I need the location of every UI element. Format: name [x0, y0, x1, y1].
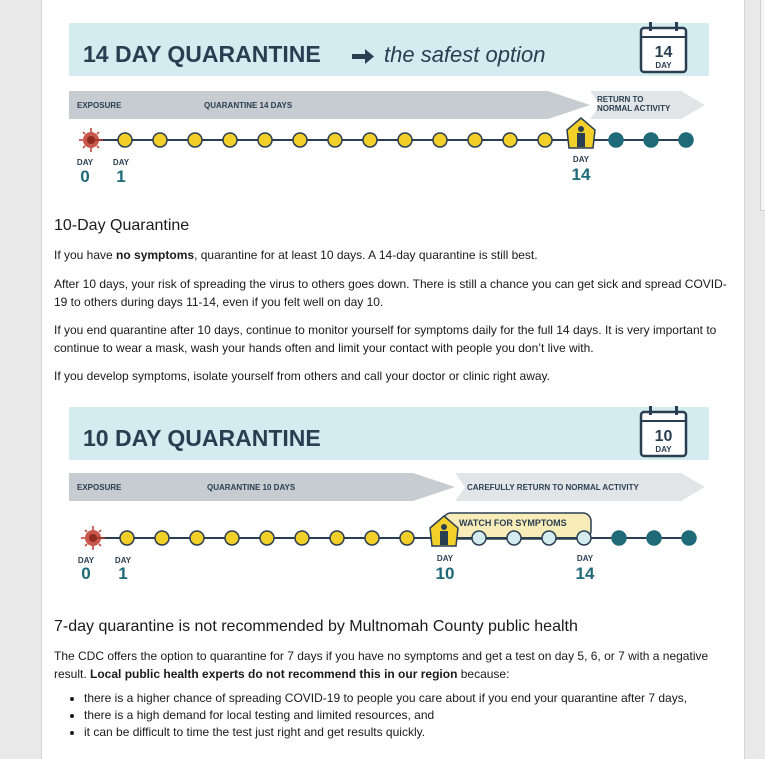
timeline-dot	[363, 133, 377, 147]
day1-word: DAY	[112, 158, 130, 167]
day1-number: 1	[118, 564, 128, 583]
day10-number: 10	[435, 564, 455, 583]
timeline-dot	[507, 531, 521, 545]
watch-symptoms-label: WATCH FOR SYMPTOMS	[459, 518, 567, 528]
return-label-line2: NORMAL ACTIVITY	[597, 104, 671, 113]
para-10-day-2: After 10 days, your risk of spreading the virus to others goes down. There is still a chance you can get sick and spread COVID-19 to others during days 11-14, even if you felt well on day 10.	[54, 277, 727, 309]
timeline-dot	[472, 531, 486, 545]
timeline-dot	[365, 531, 379, 545]
timeline-dot	[609, 133, 623, 147]
timeline-dot	[293, 133, 307, 147]
day1-number: 1	[116, 167, 126, 186]
day0-word: DAY	[76, 158, 94, 167]
quarantine-arrow	[69, 91, 590, 119]
para-text: because:	[457, 666, 510, 681]
timeline-dot	[682, 531, 696, 545]
return-label-line1: RETURN TO	[597, 95, 644, 104]
para-10-day-4: If you develop symptoms, isolate yourself from others and call your doctor or clinic right away.	[54, 369, 550, 383]
infographic-14-day-quarantine	[55, 18, 745, 188]
timeline-dot	[295, 531, 309, 545]
timeline-dot	[118, 133, 132, 147]
calendar-number: 10	[654, 428, 673, 445]
calendar-icon	[641, 22, 686, 72]
day1-word: DAY	[114, 556, 132, 565]
page-sheet	[41, 0, 745, 759]
graphic-subtitle: the safest option	[384, 42, 546, 67]
para-bold: Local public health experts do not recommend this in our region	[90, 666, 458, 681]
timeline-dot	[120, 531, 134, 545]
timeline-dot	[647, 531, 661, 545]
timeline-dot	[679, 133, 693, 147]
calendar-word: DAY	[655, 61, 672, 70]
timeline-dot	[260, 531, 274, 545]
timeline-dot	[398, 133, 412, 147]
timeline-dot	[223, 133, 237, 147]
day14-number: 14	[571, 165, 591, 184]
quarantine-label: QUARANTINE 14 DAYS	[204, 101, 293, 110]
timeline-dot	[328, 133, 342, 147]
list-item: • there is a higher chance of spreading COVID-19 to people you care about if you end your quarantine after 7 days,	[84, 690, 744, 707]
calendar-number: 14	[654, 44, 673, 61]
virus-icon	[81, 526, 105, 550]
timeline-dot	[225, 531, 239, 545]
timeline-dot	[644, 133, 658, 147]
para-10-day-3: If you end quarantine after 10 days, continue to monitor yourself for symptoms daily for the full 14 days. It is very important to continue to wear a mask, wash your hands often and limit your contact with people you don’t live with.	[54, 323, 717, 355]
timeline-dot	[612, 531, 626, 545]
day14-word: DAY	[576, 554, 594, 563]
day14-number: 14	[575, 564, 595, 583]
infographic-14-svg	[55, 18, 745, 188]
graphic-title: 10 DAY QUARANTINE	[83, 425, 321, 451]
timeline-dot	[503, 133, 517, 147]
exposure-label: EXPOSURE	[77, 483, 122, 492]
para-text: If you have	[54, 248, 117, 262]
infographic-10-day-quarantine	[55, 401, 745, 586]
return-label: CAREFULLY RETURN TO NORMAL ACTIVITY	[467, 483, 639, 492]
timeline-dot	[190, 531, 204, 545]
timeline-dot	[258, 133, 272, 147]
day0-word: DAY	[77, 556, 95, 565]
graphic-title: 14 DAY QUARANTINE	[83, 41, 321, 67]
calendar-icon	[641, 406, 686, 456]
para-text: The CDC offers the option to quarantine for 7 days if you have no symptoms and get a test on day 5, 6, or 7 with a negative result.	[54, 649, 709, 681]
day10-word: DAY	[436, 554, 454, 563]
quarantine-label: QUARANTINE 10 DAYS	[207, 483, 296, 492]
timeline-dot	[433, 133, 447, 147]
calendar-word: DAY	[655, 445, 672, 454]
day0-number: 0	[81, 564, 91, 583]
timeline-dot	[153, 133, 167, 147]
timeline-dot	[400, 531, 414, 545]
timeline-dot	[155, 531, 169, 545]
home-person-icon	[567, 118, 595, 148]
list-item: • there is a high demand for local testing and limited resources, and	[84, 707, 744, 724]
virus-icon	[79, 128, 103, 152]
exposure-label: EXPOSURE	[77, 101, 122, 110]
para-10-day-1	[54, 247, 734, 265]
timeline-dot	[538, 133, 552, 147]
day14-word: DAY	[572, 155, 590, 164]
timeline-dot	[577, 531, 591, 545]
timeline-dot	[330, 531, 344, 545]
heading-7-day: 7-day quarantine is not recommended by Multnomah County public health	[54, 618, 578, 635]
reasons-list	[54, 690, 744, 741]
timeline-dot	[468, 133, 482, 147]
scrollbar-edge[interactable]	[760, 0, 765, 211]
para-bold: no symptoms	[116, 248, 195, 262]
para-text: , quarantine for at least 10 days. A 14-day quarantine is still best.	[194, 248, 538, 262]
list-item: • it can be difficult to time the test just right and get results quickly.	[84, 724, 744, 741]
timeline-dot	[542, 531, 556, 545]
heading-10-day: 10-Day Quarantine	[54, 217, 190, 234]
timeline-dot	[188, 133, 202, 147]
day0-number: 0	[80, 167, 90, 186]
infographic-10-svg	[55, 401, 745, 586]
para-7-day-1	[54, 648, 734, 683]
